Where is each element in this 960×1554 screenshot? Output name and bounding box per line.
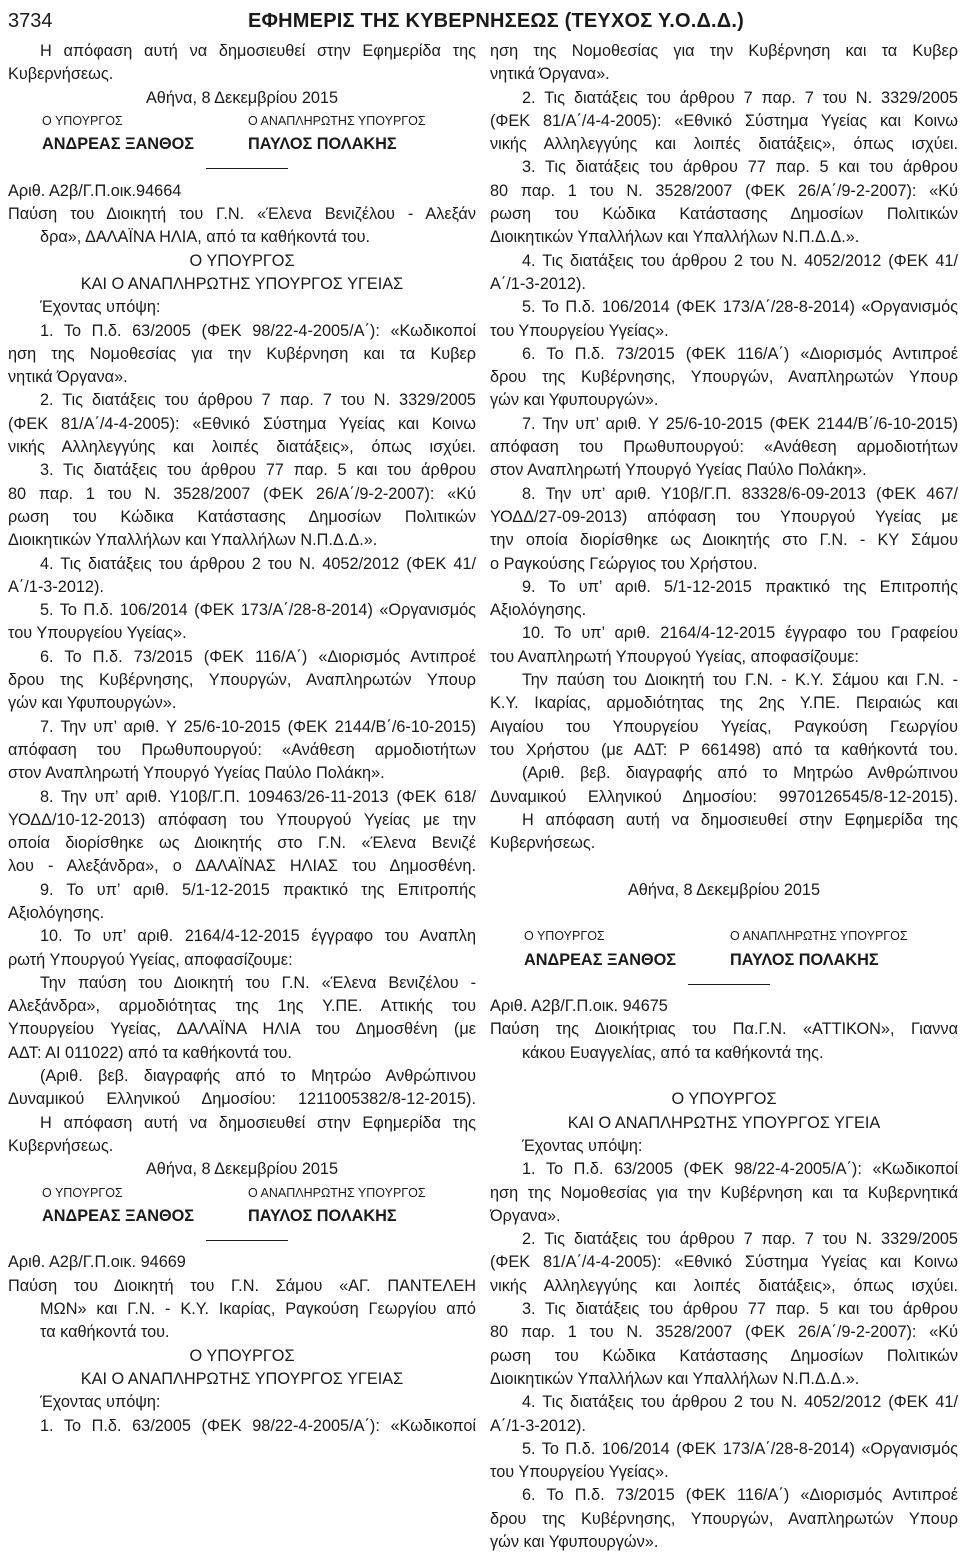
text-line: Την παύση του Διοικητή του Γ.Ν. - Κ.Υ. Σάμου και Γ.Ν. - (522, 671, 958, 690)
text-line: 4. Τις διατάξεις του άρθρου 2 του Ν. 4052/2012 (ΦΕΚ 41/ (40, 554, 476, 573)
text-line: 10. Το υπ’ αριθ. 2164/4-12-2015 έγγραφο του Γραφείου (522, 624, 958, 643)
text-line: νικής Αλληλεγγύης και λοιπές διατάξεις», όπως ισχύει. (490, 1276, 958, 1295)
text-line: δρου της Κυβέρνησης, Υπουργών, Αναπληρωτών Υπουρ (8, 671, 476, 690)
text-line: 9. Το υπ’ αριθ. 5/1-12-2015 πρακτικό της Επιτροπής (40, 880, 476, 899)
text-line: Αθήνα, 8 Δεκεμβρίου 2015 (145, 88, 339, 107)
text-line: Αξιολόγησης. (490, 601, 587, 620)
text-line: νικής Αλληλεγγύης και λοιπές διατάξεις», όπως ισχύει. (8, 438, 476, 457)
text-line: 8. Την υπ’ αριθ. Υ10β/Γ.Π. 109463/26-11-2013 (ΦΕΚ 618/ (40, 787, 476, 806)
text-line: 3. Τις διατάξεις του άρθρου 77 παρ. 5 και του άρθρου (40, 461, 476, 480)
text-line: 1. Το Π.δ. 63/2005 (ΦΕΚ 98/22-4-2005/Α΄): «Κωδικοποί (40, 321, 476, 340)
text-line: κάκου Ευαγγελίας, από τα καθήκοντά της. (522, 1043, 824, 1062)
text-line: Η απόφαση αυτή να δημοσιευθεί στην Εφημερίδα της (40, 1113, 476, 1132)
text-line: Δυναμικού Ελληνικού Δημοσίου: 1211005382/8-12-2015). (8, 1090, 476, 1109)
text-line: ΚΑΙ Ο ΑΝΑΠΛΗΡΩΤΗΣ ΥΠΟΥΡΓΟΣ ΥΓΕΙΑ (567, 1113, 881, 1132)
text-line: Α΄/1-3-2012). (490, 1416, 586, 1435)
text-line: ΥΟΔΔ/27-09-2013) απόφαση του Υπουργού Υγείας με (490, 507, 958, 526)
deputy-minister-name: ΠΑΥΛΟΣ ΠΟΛΑΚΗΣ (248, 135, 397, 154)
minister-name: ΑΝΔΡΕΑΣ ΞΑΝΘΟΣ (42, 1206, 195, 1225)
text-line: τα καθήκοντά του. (40, 1323, 170, 1342)
text-line: Διοικητικών Υπαλλήλων και Υπαλλήλων Ν.Π.Δ.Δ.». (8, 531, 378, 550)
text-line: Ο ΥΠΟΥΡΓΟΣ (189, 251, 295, 270)
text-line: νικής Αλληλεγγύης και λοιπές διατάξεις», όπως ισχύει. (490, 135, 958, 154)
text-line: ΑΔΤ: ΑΙ 011022) από τα καθήκοντά του. (8, 1043, 292, 1062)
text-line: Την παύση του Διοικητή του Γ.Ν. «Έλενα Βενιζέλου - (40, 973, 476, 992)
text-line: 80 παρ. 1 του Ν. 3528/2007 (ΦΕΚ 26/Α΄/9-2-2007): «Κύ (490, 1323, 958, 1342)
minister-title: Ο ΥΠΟΥΡΓΟΣ (524, 929, 605, 944)
minister-title: Ο ΥΠΟΥΡΓΟΣ (42, 1185, 123, 1200)
text-line: (Αριθ. βεβ. διαγραφής από το Μητρώο Ανθρώπινου (522, 764, 958, 783)
text-line: Ο ΥΠΟΥΡΓΟΣ (189, 1346, 295, 1365)
text-line: ηση της Νομοθεσίας για την Κυβέρνηση και τα Κυβερ (8, 344, 476, 363)
text-line: οποία διορίσθηκε ως Διοικητής στο Γ.Ν. «Έλενα Βενιζέ (8, 834, 476, 853)
text-line: ρωτή Υπουργού Υγείας, αποφασίζουμε: (8, 950, 293, 969)
text-line (490, 855, 958, 878)
text-line: Κυβερνήσεως. (8, 65, 114, 84)
deputy-minister-title: Ο ΑΝΑΠΛΗΡΩΤΗΣ ΥΠΟΥΡΓΟΣ (248, 1185, 426, 1200)
text-line: (ΦΕΚ 81/Α΄/4-4-2005): «Εθνικό Σύστημα Υγείας και Κοινω (490, 111, 958, 130)
signatory-titles (8, 1182, 476, 1205)
text-line: 10. Το υπ’ αριθ. 2164/4-12-2015 έγγραφο του Αναπλη (40, 927, 476, 946)
text-line: 5. Το Π.δ. 106/2014 (ΦΕΚ 173/Α΄/28-8-2014) «Οργανισμός (522, 1439, 958, 1458)
text-line: ρωση του Κώδικα Κατάστασης Δημοσίων Πολιτικών (490, 1346, 958, 1365)
text-line: γών και Υφυπουργών». (490, 391, 659, 410)
text-line: δρα», ΔΑΛΑΪΝΑ ΗΛΙΑ, από τα καθήκοντά του. (40, 228, 371, 247)
deputy-minister-title: Ο ΑΝΑΠΛΗΡΩΤΗΣ ΥΠΟΥΡΓΟΣ (730, 929, 908, 944)
text-line: Α΄/1-3-2012). (8, 577, 104, 596)
left-column (8, 40, 476, 1438)
signatory-names (8, 1205, 476, 1228)
text-line: Έχοντας υπόψη: (522, 1136, 643, 1155)
deputy-minister-title: Ο ΑΝΑΠΛΗΡΩΤΗΣ ΥΠΟΥΡΓΟΣ (248, 113, 426, 128)
signatory-names (490, 949, 958, 972)
text-line: ΚΑΙ Ο ΑΝΑΠΛΗΡΩΤΗΣ ΥΠΟΥΡΓΟΣ ΥΓΕΙΑΣ (80, 1369, 404, 1388)
right-column (490, 40, 958, 1554)
text-line: ΜΩΝ» και Γ.Ν. - Κ.Υ. Ικαρίας, Ραγκούση Γεωργίου από (40, 1300, 476, 1319)
text-line: Αριθ. Α2β/Γ.Π.οικ. 94675 (490, 997, 668, 1016)
text-line (490, 1065, 958, 1088)
text-line: 6. Το Π.δ. 73/2015 (ΦΕΚ 116/Α΄) «Διορισμός Αντιπροέ (522, 1486, 958, 1505)
text-line: Κ.Υ. Ικαρίας, αρμοδιότητας της 2ης Υ.ΠΕ. Πειραιώς και (490, 694, 958, 713)
text-line: ΚΑΙ Ο ΑΝΑΠΛΗΡΩΤΗΣ ΥΠΟΥΡΓΟΣ ΥΓΕΙΑΣ (80, 274, 404, 293)
text-line: του Υπουργείου Υγείας». (490, 321, 669, 340)
text-line: ο Ραγκούσης Γεώργιος του Χρήστου. (490, 554, 758, 573)
text-line: Αθήνα, 8 Δεκεμβρίου 2015 (145, 1160, 339, 1179)
text-line: Έχοντας υπόψη: (40, 298, 161, 317)
text-line: Παύση του Διοικητή του Γ.Ν. Σάμου «ΑΓ. ΠΑΝΤΕΛΕΗ (8, 1276, 476, 1295)
text-line: 4. Τις διατάξεις του άρθρου 2 του Ν. 4052/2012 (ΦΕΚ 41/ (522, 1393, 958, 1412)
text-line: του Χρήστου (με ΑΔΤ: Ρ 661498) από τα καθήκοντά του. (490, 740, 958, 759)
minister-name: ΑΝΔΡΕΑΣ ΞΑΝΘΟΣ (524, 950, 677, 969)
section-divider (8, 156, 476, 179)
text-line: ρωση του Κώδικα Κατάστασης Δημοσίων Πολιτικών (8, 507, 476, 526)
text-line: νητικά Όργανα». (490, 65, 610, 84)
text-line: 3. Τις διατάξεις του άρθρου 77 παρ. 5 και του άρθρου (522, 1300, 958, 1319)
text-line: νητικά Όργανα». (8, 368, 128, 387)
text-line: 7. Την υπ’ αριθ. Υ 25/6-10-2015 (ΦΕΚ 2144/Β΄/6-10-2015) (522, 414, 958, 433)
text-line: Υπουργείου Υγείας, ΔΑΛΑΪΝΑ ΗΛΙΑ του Δημοσθένη (με (8, 1020, 476, 1039)
text-line: του Υπουργείου Υγείας». (8, 624, 187, 643)
text-line: (ΦΕΚ 81/Α΄/4-4-2005): «Εθνικό Σύστημα Υγείας και Κοινω (490, 1253, 958, 1272)
text-line: στον Αναπληρωτή Υπουργό Υγείας Παύλο Πολάκη». (8, 764, 385, 783)
text-line: Αξιολόγησης. (8, 903, 105, 922)
text-line: 6. Το Π.δ. 73/2015 (ΦΕΚ 116/Α΄) «Διορισμός Αντιπροέ (522, 344, 958, 363)
text-line: (ΦΕΚ 81/Α΄/4-4-2005): «Εθνικό Σύστημα Υγείας και Κοινω (8, 414, 476, 433)
text-line: ηση της Νομοθεσίας για την Κυβέρνηση και τα Κυβερνητικά (490, 1183, 958, 1202)
text-line: 9. Το υπ’ αριθ. 5/1-12-2015 πρακτικό της Επιτροπής (522, 577, 958, 596)
signatory-names (8, 133, 476, 156)
text-line: του Αναπληρωτή Υπουργού Υγείας, αποφασίζουμε: (490, 647, 859, 666)
text-line: ηση της Νομοθεσίας για την Κυβέρνηση και τα Κυβερ (490, 42, 958, 60)
text-line: Όργανα». (490, 1206, 561, 1225)
text-line: γών και Υφυπουργών». (490, 1533, 659, 1551)
text-line: Η απόφαση αυτή να δημοσιευθεί στην Εφημερίδα της (40, 42, 476, 60)
minister-name: ΑΝΔΡΕΑΣ ΞΑΝΘΟΣ (42, 135, 195, 154)
text-line: 80 παρ. 1 του Ν. 3528/2007 (ΦΕΚ 26/Α΄/9-2-2007): «Κύ (8, 484, 476, 503)
text-line: ρωση του Κώδικα Κατάστασης Δημοσίων Πολιτικών (490, 205, 958, 224)
text-line: Ο ΥΠΟΥΡΓΟΣ (671, 1090, 777, 1109)
text-line: 2. Τις διατάξεις του άρθρου 7 παρ. 7 του Ν. 3329/2005 (40, 391, 476, 410)
text-line: Παύση του Διοικητή του Γ.Ν. «Έλενα Βενιζέλου - Αλεξάν (8, 205, 476, 224)
text-line: στον Αναπληρωτή Υπουργό Υγείας Παύλο Πολάκη». (490, 461, 867, 480)
text-line: Αιγαίου του Υπουργείου Υγείας, Ραγκούση Γεωργίου (490, 717, 958, 736)
text-line: 1. Το Π.δ. 63/2005 (ΦΕΚ 98/22-4-2005/Α΄): «Κωδικοποί (40, 1416, 476, 1435)
deputy-minister-name: ΠΑΥΛΟΣ ΠΟΛΑΚΗΣ (248, 1206, 397, 1225)
text-line: Κυβερνήσεως. (8, 1136, 114, 1155)
text-line: δρου της Κυβέρνησης, Υπουργών, Αναπληρωτών Υπουρ (490, 1509, 958, 1528)
text-line: 80 παρ. 1 του Ν. 3528/2007 (ΦΕΚ 26/Α΄/9-2-2007): «Κύ (490, 181, 958, 200)
text-line: Κυβερνήσεως. (490, 834, 596, 853)
page-number: 3734 (8, 10, 53, 32)
text-line: 6. Το Π.δ. 73/2015 (ΦΕΚ 116/Α΄) «Διορισμός Αντιπροέ (40, 647, 476, 666)
text-line: 2. Τις διατάξεις του άρθρου 7 παρ. 7 του Ν. 3329/2005 (522, 1230, 958, 1249)
text-line: του Υπουργείου Υγείας». (490, 1463, 669, 1482)
text-line: Παύση της Διοικήτριας του Πα.Γ.Ν. «ΑΤΤΙΚΟΝ», Γιαννα (490, 1020, 958, 1039)
signatory-titles (490, 925, 958, 948)
text-line: 7. Την υπ’ αριθ. Υ 25/6-10-2015 (ΦΕΚ 2144/Β΄/6-10-2015) (40, 717, 476, 736)
text-line: Αλεξάνδρα», αρμοδιότητας της 1ης Υ.ΠΕ. Αττικής του (8, 997, 476, 1016)
text-line: απόφαση του Πρωθυπουργού: «Ανάθεση αρμοδιοτήτων (8, 740, 476, 759)
text-line: Αριθ. Α2β/Γ.Π.οικ. 94669 (8, 1253, 186, 1272)
text-line: την οποία διορίσθηκε ως Διοικητής στο Γ.Ν. - ΚΥ Σάμου (490, 531, 958, 550)
text-line: 1. Το Π.δ. 63/2005 (ΦΕΚ 98/22-4-2005/Α΄): «Κωδικοποί (522, 1160, 958, 1179)
text-line: (Αριθ. βεβ. διαγραφής από το Μητρώο Ανθρώπινου (40, 1067, 476, 1086)
text-line: απόφαση του Πρωθυπουργού: «Ανάθεση αρμοδιοτήτων (490, 438, 958, 457)
text-line: λου - Αλεξάνδρα», ο ΔΑΛΑΪΝΑΣ ΗΛΙΑΣ του Δημοσθένη. (8, 857, 476, 876)
text-line: ΥΟΔΔ/10-12-2013) απόφαση του Υπουργού Υγείας με την (8, 810, 476, 829)
text-line: 5. Το Π.δ. 106/2014 (ΦΕΚ 173/Α΄/28-8-2014) «Οργανισμός (522, 298, 958, 317)
text-line: Διοικητικών Υπαλλήλων και Υπαλλήλων Ν.Π.Δ.Δ.». (490, 1369, 860, 1388)
text-line: Έχοντας υπόψη: (40, 1393, 161, 1412)
text-line: Η απόφαση αυτή να δημοσιευθεί στην Εφημερίδα της (522, 810, 958, 829)
text-line (490, 902, 958, 925)
text-line: 5. Το Π.δ. 106/2014 (ΦΕΚ 173/Α΄/28-8-2014) «Οργανισμός (40, 601, 476, 620)
signatory-titles (8, 110, 476, 133)
minister-title: Ο ΥΠΟΥΡΓΟΣ (42, 113, 123, 128)
section-divider (8, 1228, 476, 1251)
text-line: Διοικητικών Υπαλλήλων και Υπαλλήλων Ν.Π.Δ.Δ.». (490, 228, 860, 247)
text-line: 3. Τις διατάξεις του άρθρου 77 παρ. 5 και του άρθρου (522, 158, 958, 177)
text-line: γών και Υφυπουργών». (8, 694, 177, 713)
text-line: Α΄/1-3-2012). (490, 274, 586, 293)
text-line: Δυναμικού Ελληνικού Δημοσίου: 9970126545/8-12-2015). (490, 787, 958, 806)
section-divider (490, 972, 958, 995)
text-line: 2. Τις διατάξεις του άρθρου 7 παρ. 7 του Ν. 3329/2005 (522, 88, 958, 107)
deputy-minister-name: ΠΑΥΛΟΣ ΠΟΛΑΚΗΣ (730, 950, 879, 969)
gazette-title: ΕΦΗΜΕΡΙΣ ΤΗΣ ΚΥΒΕΡΝΗΣΕΩΣ (ΤΕΥΧΟΣ Υ.Ο.Δ.Δ.) (248, 10, 744, 32)
page-header (8, 4, 952, 38)
text-line: Αριθ. Α2β/Γ.Π.οικ.94664 (8, 181, 182, 200)
text-line: δρου της Κυβέρνησης, Υπουργών, Αναπληρωτών Υπουρ (490, 368, 958, 387)
text-line: 4. Τις διατάξεις του άρθρου 2 του Ν. 4052/2012 (ΦΕΚ 41/ (522, 251, 958, 270)
text-line: Αθήνα, 8 Δεκεμβρίου 2015 (627, 880, 821, 899)
text-line: 8. Την υπ’ αριθ. Υ10β/Γ.Π. 83328/6-09-2013 (ΦΕΚ 467/ (522, 484, 958, 503)
